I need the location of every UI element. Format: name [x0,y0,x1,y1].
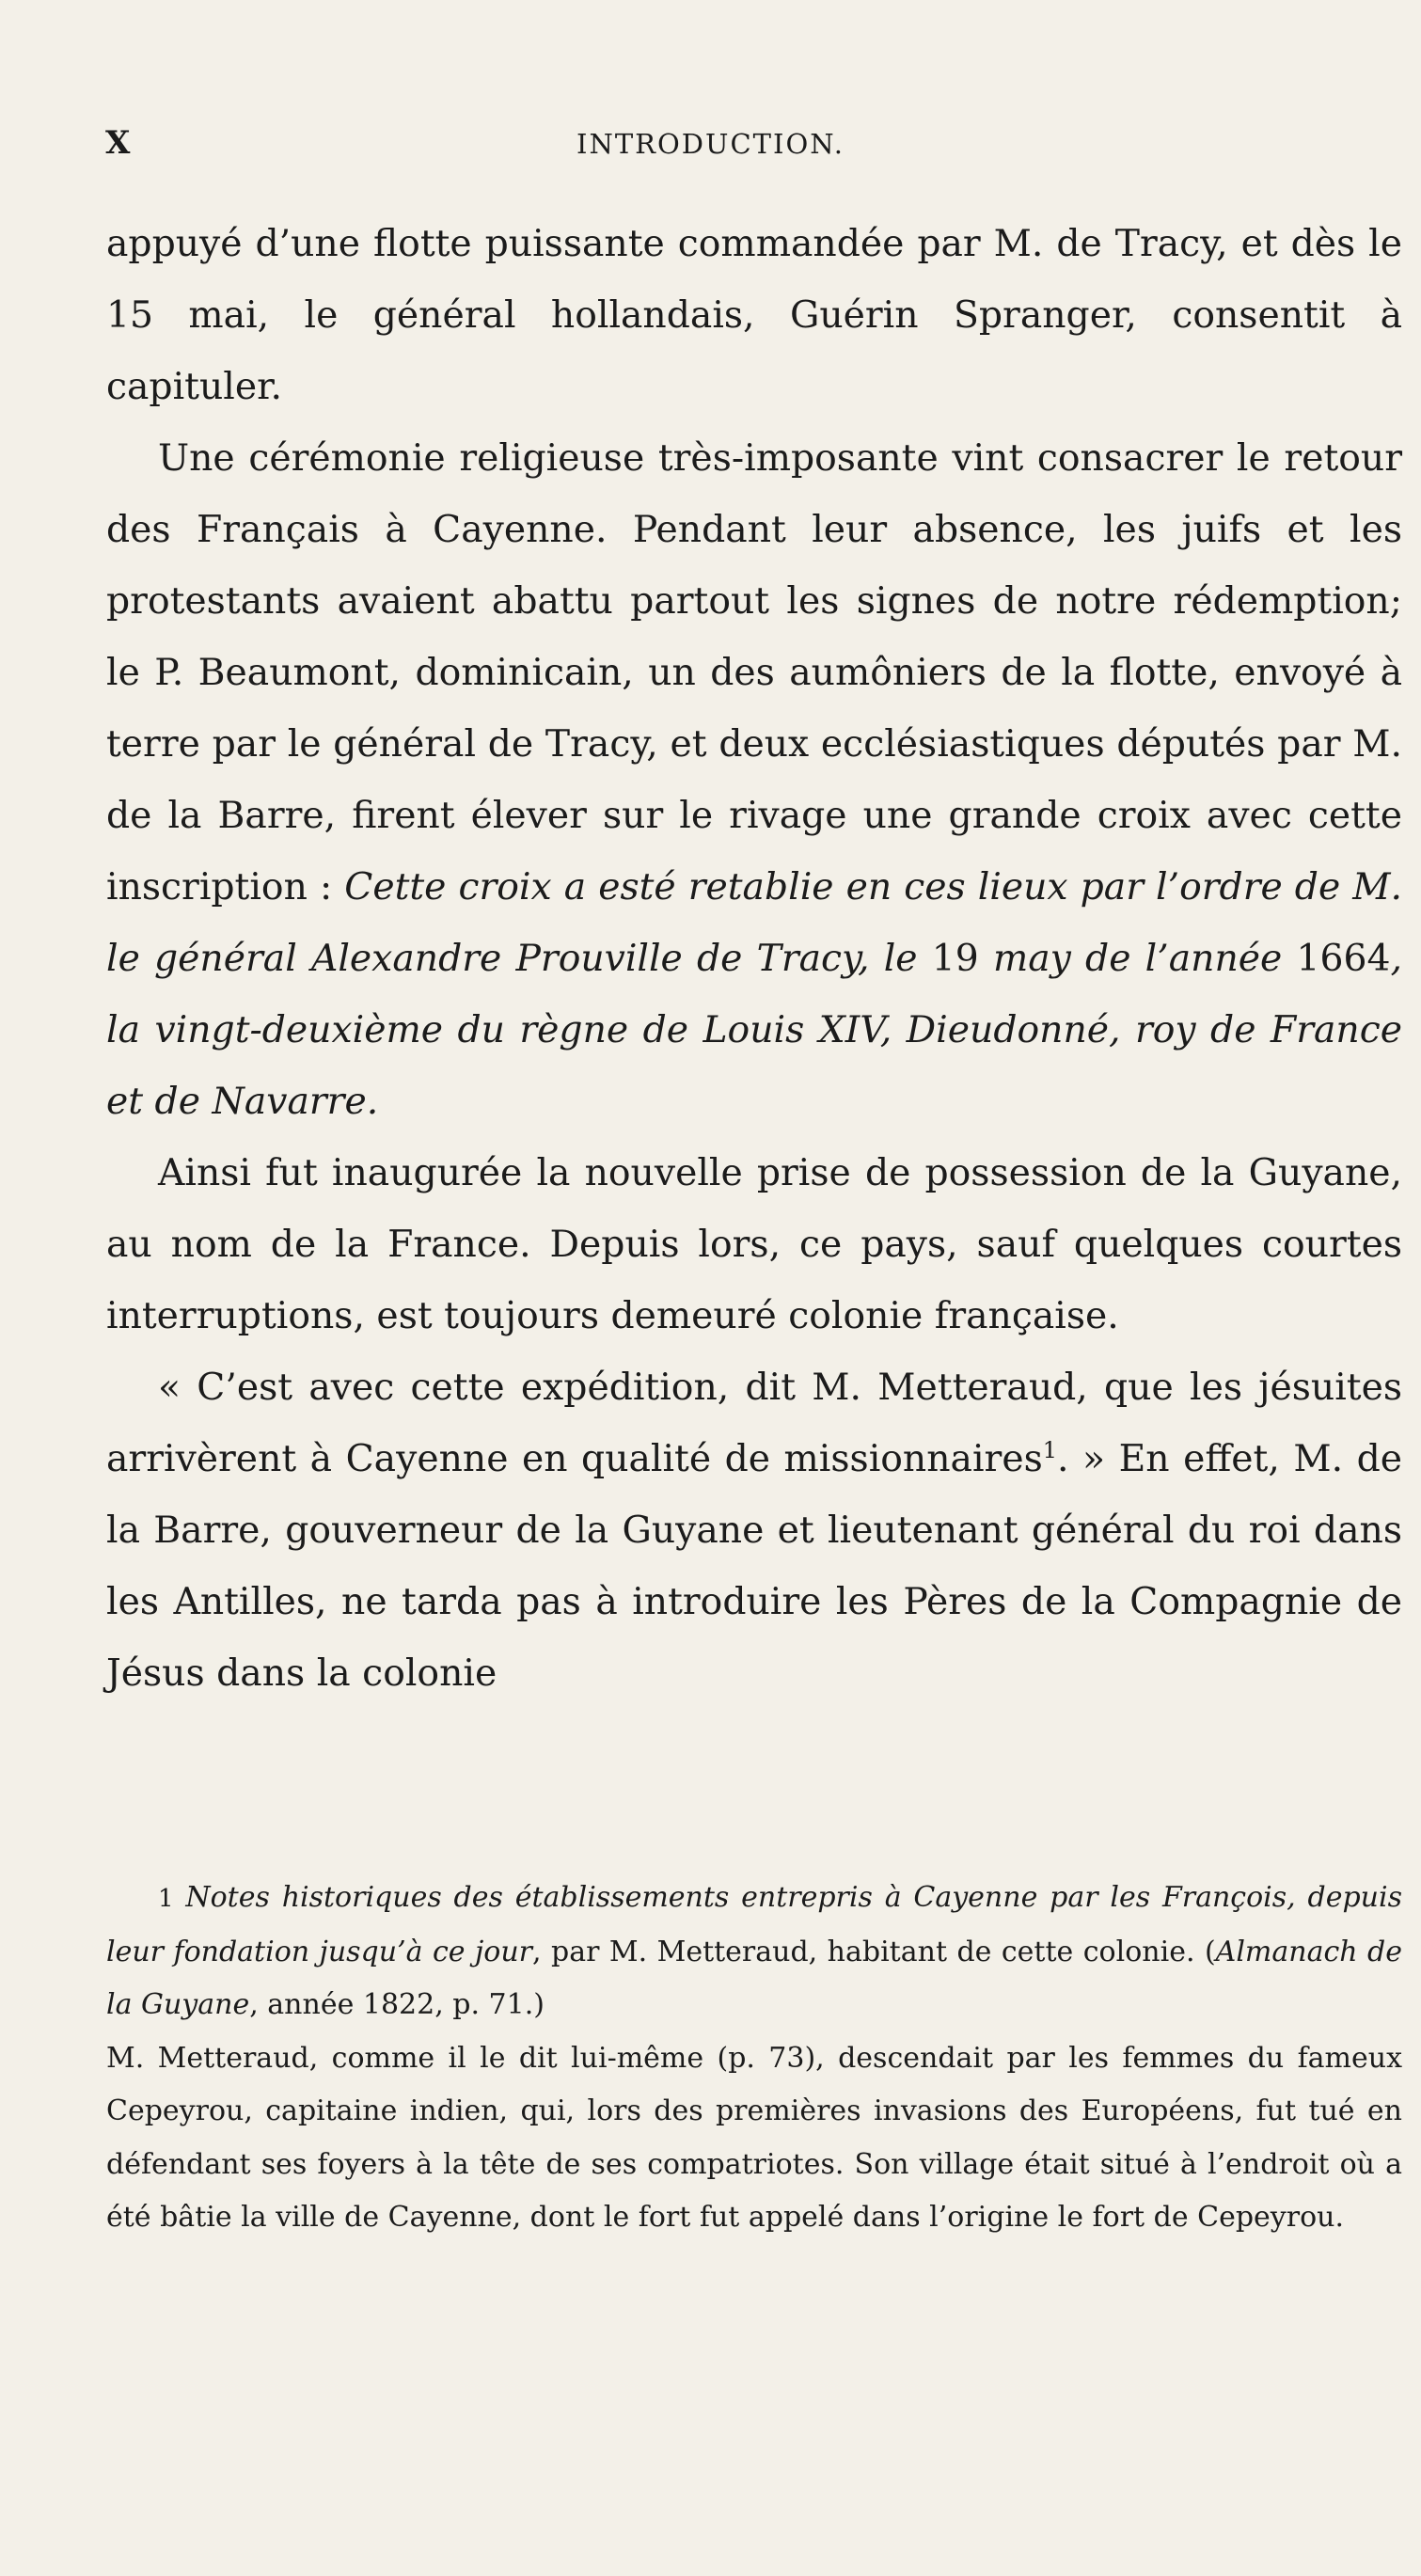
inscription-part-1: Cette croix a esté retablie en ces lieux par l’ordre de M. le général Alexandre Prouville de Tracy, le [106,866,1402,980]
main-text [106,209,1402,1710]
paragraph-2-text: Une cérémonie religieuse très-imposante vint consacrer le retour des Français à Cayenne. Pendant leur absence, les juifs et les protestants avaient abattu partout les signes de notre rédemption; le P. Beaumont, dominicain, un des aumôniers de la flotte, envoyé à terre par le général de Tracy, et deux ecclésiastiques députés par M. de la Barre, firent élever sur le rivage une grande croix avec cette inscription : [106,437,1402,909]
footnote-reference[interactable]: 1 [1042,1436,1058,1463]
footnote-author: , par M. Metteraud, habitant de cette colonie. ( [532,1935,1216,1968]
footnote-source: Almanach de la Guyane [106,1935,1402,2021]
page-number: X [105,124,131,162]
paragraph-1: appuyé d’une flotte puissante commandée par M. de Tracy, et dès le 15 mai, le général hollandais, Guérin Spranger, consentit à capituler. [106,223,1402,408]
footnote-source-rest: , année 1822, p. 71.) [249,1988,545,2021]
paragraph-4-text: « C’est avec cette expédition, dit M. Metteraud, que les jésuites arrivèrent à Cayenne en qualité de missionnaires [106,1367,1402,1480]
paragraph-4 [106,1352,1402,1710]
running-title: INTRODUCTION. [576,128,845,160]
footnotes [106,1872,1402,2245]
paragraph-4-end: . » En effet, M. de la Barre, gouverneur de la Guyane et lieutenant général du roi dans les Antilles, ne tarda pas à introduire les Pères de la Compagnie de Jésus dans la colonie [106,1438,1402,1695]
footnote-number: 1 [158,1885,174,1913]
inscription-part-3: , la vingt-deuxième du règne de Louis XIV, Dieudonné, roy de France et de Navarre. [106,938,1402,1123]
inscription-year: 1664 [1296,938,1391,980]
paragraph-2 [106,423,1402,1138]
footnote-title: Notes historiques des établissements entrepris à Cayenne par les François, depuis leur fondation jusqu’à ce jour [106,1881,1402,1968]
paragraph-3: Ainsi fut inaugurée la nouvelle prise de possession de la Guyane, au nom de la France. Depuis lors, ce pays, sauf quelques courtes interruptions, est toujours demeuré colonie française. [106,1152,1402,1337]
inscription-date: 19 [931,938,979,980]
footnote-text: M. Metteraud, comme il le dit lui-même (p. 73), descendait par les femmes du fameux Cepeyrou, capitaine indien, qui, lors des premières invasions des Européens, fut tué en défendant ses foyers à la tête de ses compatriotes. Son village était situé à l’endroit où a été bâtie la ville de Cayenne, dont le fort fut appelé dans l’origine le fort de Cepeyrou. [106,2041,1402,2234]
inscription-part-2: may de l’année [992,938,1283,980]
footnote-1 [106,1872,1402,2032]
page-header [105,124,1316,171]
